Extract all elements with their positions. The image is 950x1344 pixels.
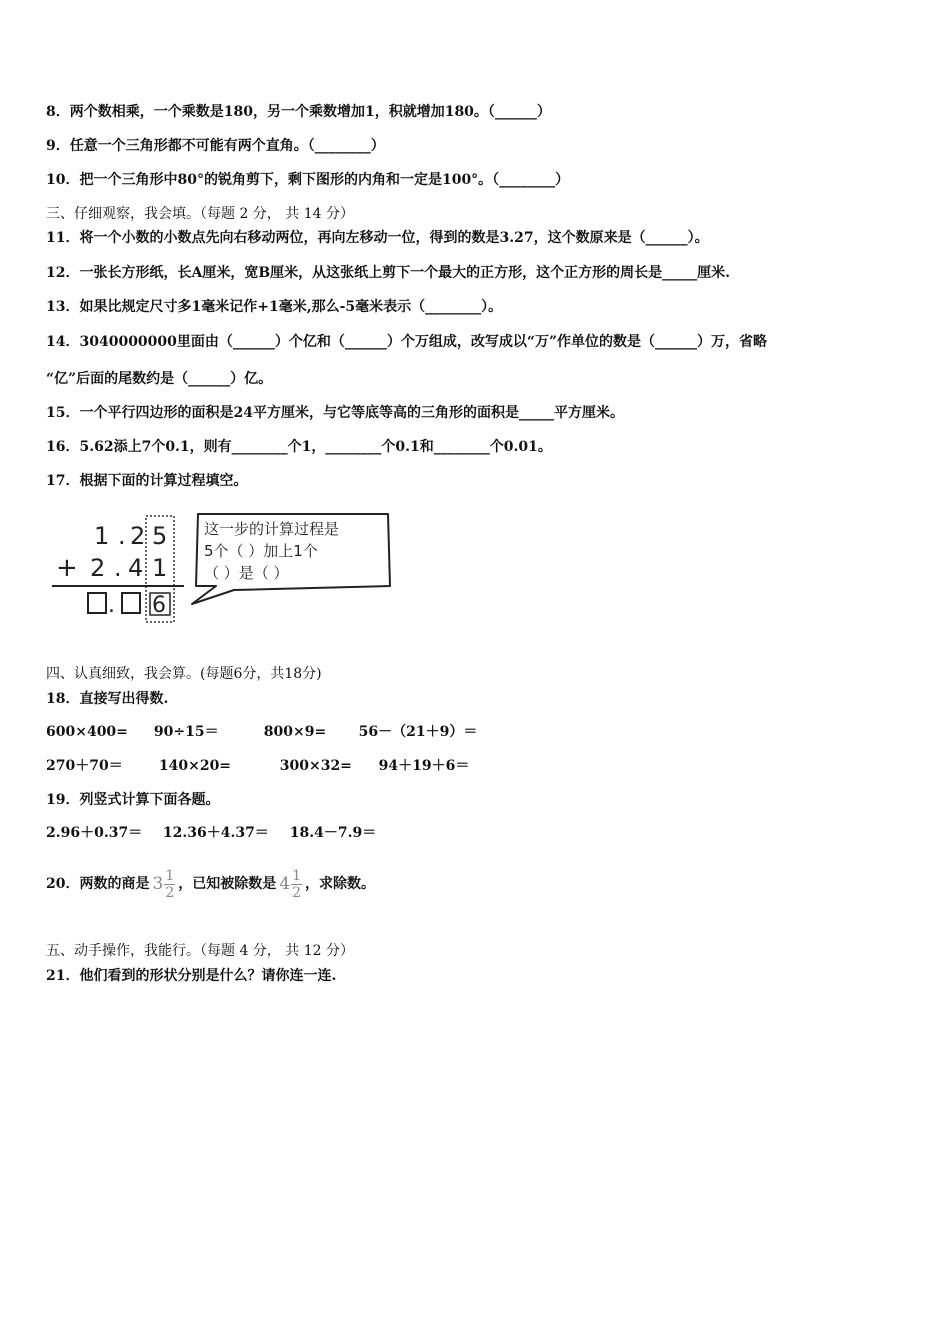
row2-digit-tenths: 4 bbox=[128, 554, 144, 582]
question-16: 16．5.62添上7个0.1，则有________个1，________个0.1和________个0.01。 bbox=[46, 439, 552, 455]
section-3-heading: 三、仔细观察，我会填。（每题 2 分， 共 14 分） bbox=[46, 206, 354, 222]
row1-digit-tenths: 2 bbox=[130, 522, 146, 550]
q20-middle: ，已知被除数是 bbox=[178, 876, 277, 892]
q19-expr: 18.4－7.9＝ bbox=[289, 825, 377, 841]
q18-expr: 90÷15＝ bbox=[153, 724, 219, 740]
q18-expr: 300×32= bbox=[279, 758, 352, 774]
bubble-line-1: 这一步的计算过程是 bbox=[204, 520, 340, 538]
question-17: 17．根据下面的计算过程填空。 bbox=[46, 473, 248, 489]
q18-expr: 800×9= bbox=[263, 724, 327, 740]
question-13: 13．如果比规定尺寸多1毫米记作+1毫米,那么-5毫米表示（________）。 bbox=[46, 299, 503, 315]
q18-expr: 600×400= bbox=[46, 724, 128, 740]
q19-row bbox=[46, 824, 376, 842]
bubble-line-3: （ ）是（ ） bbox=[204, 564, 289, 582]
mixed-fraction-quotient bbox=[152, 864, 175, 904]
q20-prefix: 20．两数的商是 bbox=[46, 876, 150, 892]
question-20 bbox=[46, 864, 375, 904]
question-9: 9．任意一个三角形都不可能有两个直角。（________） bbox=[46, 138, 385, 154]
row1-digit-ones: 1 bbox=[94, 522, 110, 550]
result-blank-box-2 bbox=[122, 593, 140, 613]
result-decimal-point: . bbox=[108, 593, 115, 618]
row2-digit-hundredths: 1 bbox=[152, 554, 168, 582]
question-14-line-2: “亿”后面的尾数约是（______）亿。 bbox=[46, 371, 273, 387]
row2-decimal-point: . bbox=[114, 554, 122, 582]
frac1-numerator: 1 bbox=[165, 867, 175, 884]
result-digit-hundredths: 6 bbox=[152, 593, 166, 618]
q20-suffix: ，求除数。 bbox=[304, 876, 375, 892]
frac1-denominator: 2 bbox=[165, 884, 175, 901]
row1-decimal-point: . bbox=[118, 522, 126, 550]
bubble-line-2: 5个（ ）加上1个 bbox=[204, 542, 318, 560]
question-19: 19．列竖式计算下面各题。 bbox=[46, 792, 220, 808]
q18-row-2 bbox=[46, 757, 469, 775]
row1-digit-hundredths: 5 bbox=[152, 522, 168, 550]
question-21: 21．他们看到的形状分别是什么？请你连一连. bbox=[46, 968, 337, 984]
frac2-denominator: 2 bbox=[292, 884, 301, 901]
q18-expr: 270＋70＝ bbox=[46, 758, 123, 774]
question-14-line-1: 14．3040000000里面由（______）个亿和（______）个万组成，改写成以“万”作单位的数是（______）万，省略 bbox=[46, 334, 767, 350]
question-15: 15．一个平行四边形的面积是24平方厘米，与它等底等高的三角形的面积是_____平方厘米。 bbox=[46, 405, 624, 421]
question-18: 18．直接写出得数. bbox=[46, 691, 169, 707]
mixed-fraction-dividend bbox=[279, 864, 302, 904]
frac1-whole: 3 bbox=[152, 874, 164, 894]
q19-expr: 2.96＋0.37＝ bbox=[46, 825, 143, 841]
plus-sign: + bbox=[56, 553, 78, 583]
question-8: 8．两个数相乘，一个乘数是180，另一个乘数增加1，积就增加180。（______） bbox=[46, 104, 551, 120]
section-4-heading: 四、认真细致，我会算。(每题6分，共18分) bbox=[46, 666, 322, 682]
frac2-numerator: 1 bbox=[292, 867, 301, 884]
q18-row-1 bbox=[46, 723, 477, 741]
question-11: 11．将一个小数的小数点先向右移动两位，再向左移动一位，得到的数是3.27，这个数原来是（______）。 bbox=[46, 230, 709, 246]
q18-expr: 94＋19＋6＝ bbox=[378, 758, 470, 774]
vertical-addition-figure bbox=[46, 508, 406, 632]
question-10: 10．把一个三角形中80°的锐角剪下，剩下图形的内角和一定是100°。（________） bbox=[46, 172, 570, 188]
frac2-whole: 4 bbox=[279, 874, 291, 894]
q19-expr: 12.36＋4.37＝ bbox=[162, 825, 269, 841]
result-blank-box-1 bbox=[88, 593, 106, 613]
q18-expr: 140×20= bbox=[158, 758, 232, 774]
question-12: 12．一张长方形纸，长A厘米，宽B厘米，从这张纸上剪下一个最大的正方形，这个正方形的周长是_____厘米. bbox=[46, 265, 731, 281]
row2-digit-ones: 2 bbox=[90, 554, 106, 582]
q18-expr: 56－（21＋9）＝ bbox=[358, 724, 478, 740]
section-5-heading: 五、动手操作，我能行。（每题 4 分， 共 12 分） bbox=[46, 943, 354, 959]
